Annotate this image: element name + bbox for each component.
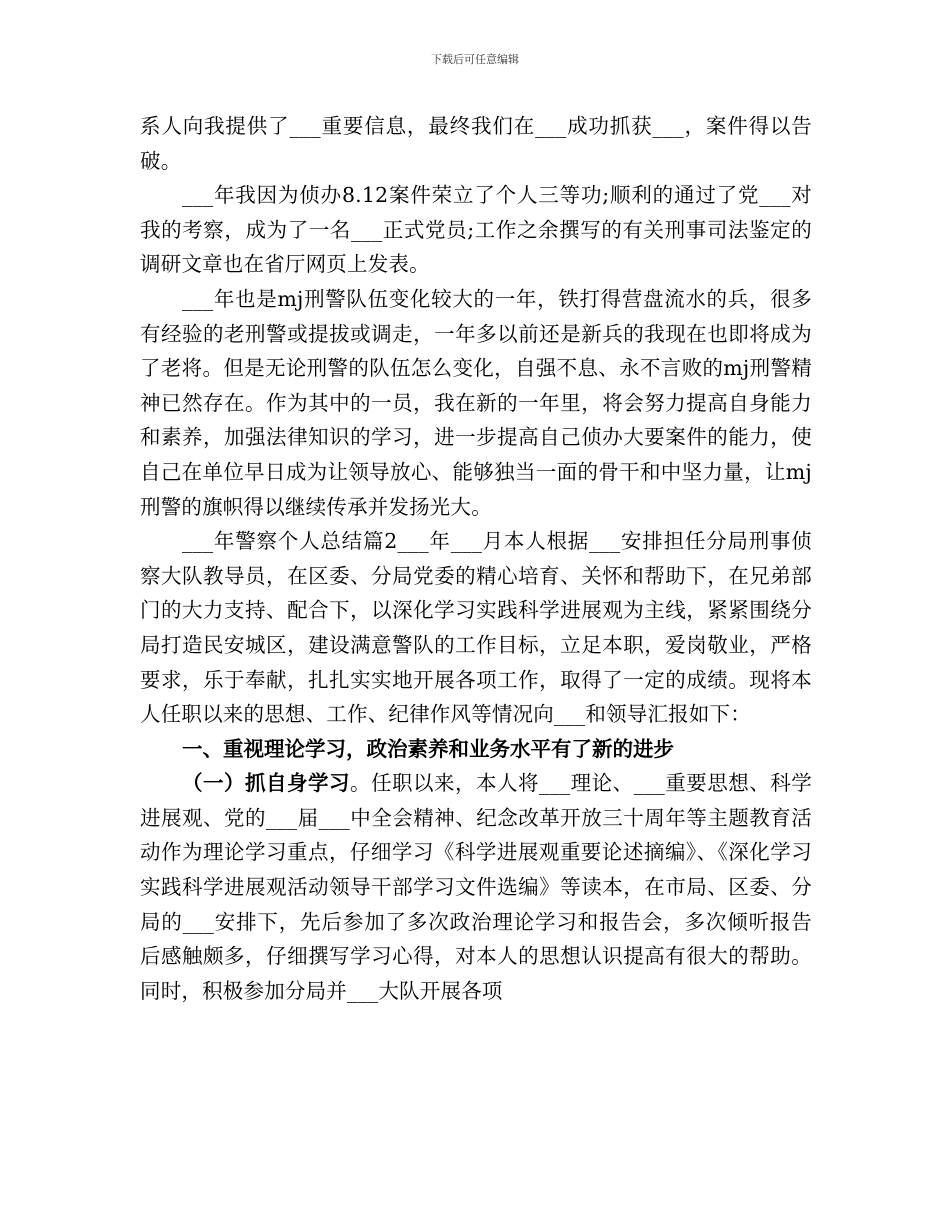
paragraph-2: ___年我因为侦办8.12案件荣立了个人三等功;顺利的通过了党___对我的考察，成为了一名___正式党员;工作之余撰写的有关刑事司法鉴定的调研文章也在省厅网页上发表。 [140, 183, 812, 277]
section-heading-1: 一、重视理论学习，政治素养和业务水平有了新的进步 [182, 736, 674, 761]
paragraph-4: ___年警察个人总结篇2___年___月本人根据___安排担任分局刑事侦察大队教导员，在区委、分局党委的精心培育、关怀和帮助下，在兄弟部门的大力支持、配合下，以深化学习实践科学进展观为主线，紧紧围绕分局打造民安城区，建设满意警队的工作目标，立足本职，爱岗敬业，严格要求，乐于奉献，扎扎实实地开展各项工作，取得了一定的成绩。现将本人任职以来的思想、工作、纪律作风等情况向___和领导汇报如下： [140, 529, 812, 727]
paragraph-5-text: 。任职以来，本人将___理论、___重要思想、科学进展观、党的___届___中全会精神、纪念改革开放三十周年等主题教育活动作为理论学习重点，仔细学习《科学进展观重要论述摘编》、《深化学习实践科学进展观活动领导干部学习文件选编》等读本，在市局、区委、分局的___安排下，先后参加了多次政治理论学习和报告会，多次倾听报告后感触颇多，仔细撰写学习心得，对本人的思想认识提高有很大的帮助。同时，积极参加分局并___大队开展各项 [140, 771, 812, 1003]
sub-heading-1: （一）抓自身学习 [182, 771, 350, 796]
paragraph-1: 系人向我提供了___重要信息，最终我们在___成功抓获___，案件得以告破。 [140, 114, 812, 173]
paragraph-3: ___年也是mj刑警队伍变化较大的一年，铁打得营盘流水的兵，很多有经验的老刑警或提拔或调走，一年多以前还是新兵的我现在也即将成为了老将。但是无论刑警的队伍怎么变化，自强不息、永不言败的mj刑警精神已然存在。作为其中的一员，我在新的一年里，将会努力提高自身能力和素养，加强法律知识的学习，进一步提高自己侦办大要案件的能力，使自己在单位早日成为让领导放心、能够独当一面的骨干和中坚力量，让mj刑警的旗帜得以继续传承并发扬光大。 [140, 286, 812, 519]
page-header: 下载后可任意编辑 [431, 53, 519, 66]
paragraph-5 [140, 766, 812, 1008]
document-body [140, 109, 812, 1008]
